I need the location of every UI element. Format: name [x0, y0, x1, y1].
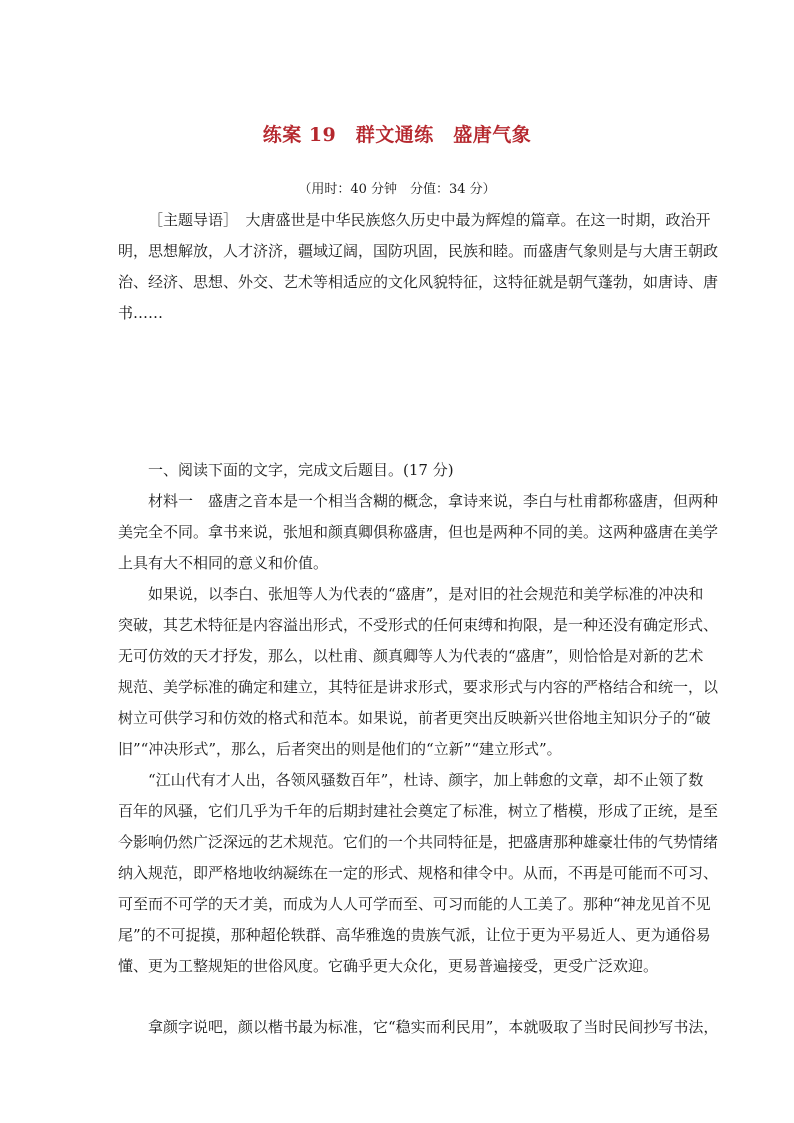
section-heading: 一、阅读下面的文字，完成文后题目。(17 分): [148, 461, 454, 479]
passage-line: 树立可供学习和仿效的格式和范本。如果说，前者更突出反映新兴世俗地主知识分子的“破: [118, 709, 711, 727]
passage-line: 旧”“冲决形式”，那么，后者突出的则是他们的“立新”“建立形式”。: [118, 740, 562, 758]
passage-line: 百年的风骚，它们几乎为千年的后期封建社会奠定了标准，树立了楷模，形成了正统，是至: [118, 802, 719, 820]
passage-line: 懂、更为工整规矩的世俗风度。它确乎更大众化，更易普遍接受，更受广泛欢迎。: [118, 957, 659, 975]
passage-line: 尾”的不可捉摸，那种超伦轶群、高华雅逸的贵族气派，让位于更为平易近人、更为通俗易: [118, 926, 711, 944]
passage-line: 今影响仍然广泛深远的艺术规范。它们的一个共同特征是，把盛唐那种雄豪壮伟的气势情绪: [118, 833, 719, 851]
passage-line: 材料一 盛唐之音本是一个相当含糊的概念，拿诗来说，李白与杜甫都称盛唐，但两种: [148, 492, 719, 510]
passage-line: 突破，其艺术特征是内容溢出形式，不受形式的任何束缚和拘限，是一种还没有确定形式、: [118, 616, 719, 634]
intro-line: 治、经济、思想、外交、艺术等相适应的文化风貌特征，这特征就是朝气蓬勃，如唐诗、唐: [118, 273, 719, 291]
passage-line: 纳入规范，即严格地收纳凝练在一定的形式、规格和律令中。从而，不再是可能而不可习、: [118, 864, 719, 882]
passage-line: 规范、美学标准的确定和建立，其特征是讲求形式，要求形式与内容的严格结合和统一，以: [118, 678, 719, 696]
passage-line: “江山代有才人出，各领风骚数百年”，杜诗、颜字，加上韩愈的文章，却不止领了数: [148, 771, 704, 789]
passage-line: 无可仿效的天才抒发，那么，以杜甫、颜真卿等人为代表的“盛唐”，则恰恰是对新的艺术: [118, 647, 704, 665]
passage-line: 可至而不可学的天才美，而成为人人可学而至、可习而能的人工美了。那种“神龙见首不见: [118, 895, 711, 913]
passage-line: 如果说，以李白、张旭等人为代表的“盛唐”，是对旧的社会规范和美学标准的冲决和: [148, 585, 704, 603]
time-score-info: （用时：40 分钟 分值：34 分）: [298, 182, 496, 197]
intro-line: 明，思想解放，人才济济，疆域辽阔，国防巩固，民族和睦。而盛唐气象则是与大唐王朝政: [118, 242, 719, 260]
page-title: 练案 19 群文通练 盛唐气象: [262, 124, 532, 146]
passage-line: 拿颜字说吧，颜以楷书最为标准，它“稳实而利民用”，本就吸取了当时民间抄写书法，: [148, 1018, 719, 1036]
intro-line: 书……: [118, 304, 164, 322]
passage-line: 上具有大不相同的意义和价值。: [118, 554, 329, 572]
intro-line: ［主题导语］ 大唐盛世是中华民族悠久历史中最为辉煌的篇章。在这一时期，政治开: [148, 211, 711, 229]
passage-line: 美完全不同。拿书来说，张旭和颜真卿俱称盛唐，但也是两种不同的美。这两种盛唐在美学: [118, 523, 719, 541]
